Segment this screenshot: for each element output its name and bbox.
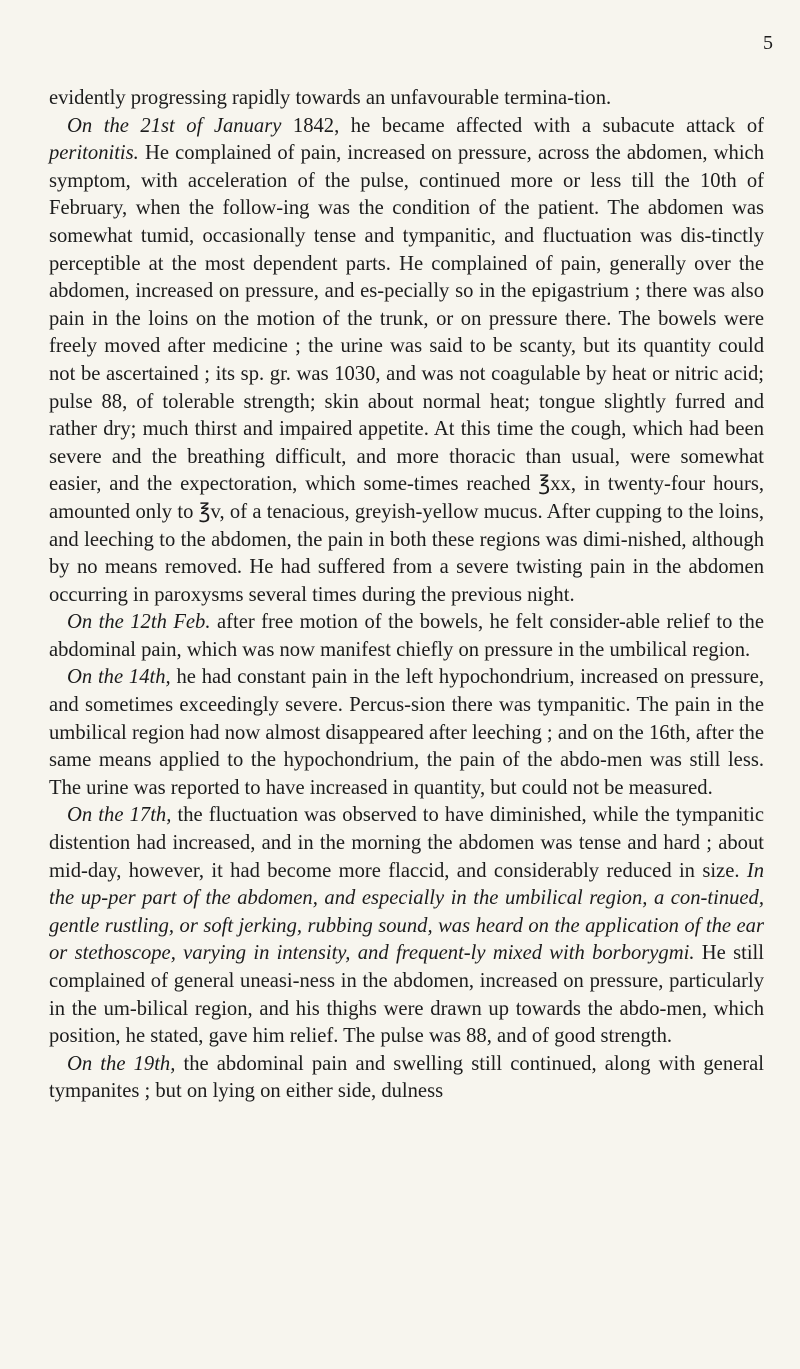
paragraph — [49, 1051, 764, 1106]
text-run: after free motion of the bowels, he felt consider-able relief to the abdominal pain, which was now manifest chiefly on pressure in the umbilical region. — [49, 611, 764, 661]
date-heading: On the 14th, — [67, 666, 171, 689]
text-run: the abdominal pain and swelling still continued, along with general tympanites ; but on lying on either side, dulness — [49, 1052, 764, 1103]
text-run: 1842, he became affected with a subacute attack of — [281, 114, 764, 137]
date-heading: On the 17th, — [67, 804, 172, 827]
paragraph — [49, 664, 764, 802]
text-run: the fluctuation was observed to have diminished, while the tympanitic distention had increased, and in the morning the abdomen was tense and hard ; about mid-day, however, it had become more flaccid, and considerably reduced in size. — [49, 804, 764, 882]
date-heading: On the 19th, — [67, 1052, 176, 1075]
text-run: He still complained of general uneasi-ness in the abdomen, increased on pressure, particularly in the um-bilical region, and his thighs were drawn up towards the abdo-men, which position, he stated, gave him relief. The pulse was 88, and of good strength. — [49, 942, 764, 1048]
date-heading: On the 21st of January — [67, 114, 282, 137]
emphasis-passage: In the up-per part of the abdomen, and especially in the umbilical region, a con-tinued, gentle rustling, or soft jerking, rubbing sound, was heard on the application of the ear or stethoscope, varying in intensity, and frequent-ly mixed with borborygmi. — [49, 859, 764, 965]
paragraph — [49, 802, 764, 1050]
text-run: He complained of pain, increased on pressure, across the abdomen, which symptom, with acceleration of the pulse, continued more or less till the 10th of February, when the follow-ing was the condition of the patient. The abdomen was somewhat tumid, occasionally tense and tympanitic, and fluctuation was dis-tinctly perceptible at the most dependent parts. He complained of pain, generally over the abdomen, increased on pressure, and es-pecially so in the epigastrium ; there was also pain in the loins on the motion of the trunk, or on pressure there. The bowels were freely moved after medicine ; the urine was said to be scanty, but its quantity could not be ascertained ; its sp. gr. was 1030, and was not coagulable by heat or nitric acid; pulse 88, of tolerable strength; skin about normal heat; tongue slightly furred and rather dry; much thirst and impaired appetite. At this time the cough, which had been severe and the breathing difficult, and more thoracic than usual, were somewhat easier, and the expectoration, which some-times reached ℥xx, in twenty-four hours, amounted only to ℥v, of a tenacious, greyish-yellow mucus. After cupping to the loins, and leeching to the abdomen, the pain in both these regions was dimi-nished, although by no means removed. He had suffered from a severe twisting pain in the abdomen occurring in paroxysms several times during the previous night. — [49, 142, 764, 606]
emphasis-term: peritonitis. — [49, 142, 139, 165]
text-run: evidently progressing rapidly towards an unfavourable termina-tion. — [49, 87, 612, 109]
page-number: 5 — [763, 32, 773, 54]
text-run: he had constant pain in the left hypochondrium, increased on pressure, and sometimes exceedingly severe. Percus-sion there was tympanitic. The pain in the umbilical region had now almost disappeared after leeching ; and on the 16th, after the same means applied to the hypochondrium, the pain of the abdo-men was still less. The urine was reported to have increased in quantity, but could not be measured. — [49, 666, 764, 799]
paragraph — [49, 609, 764, 664]
body-text — [49, 85, 764, 1106]
paragraph — [49, 113, 764, 610]
paragraph — [49, 85, 764, 113]
date-heading: On the 12th Feb. — [67, 611, 211, 634]
